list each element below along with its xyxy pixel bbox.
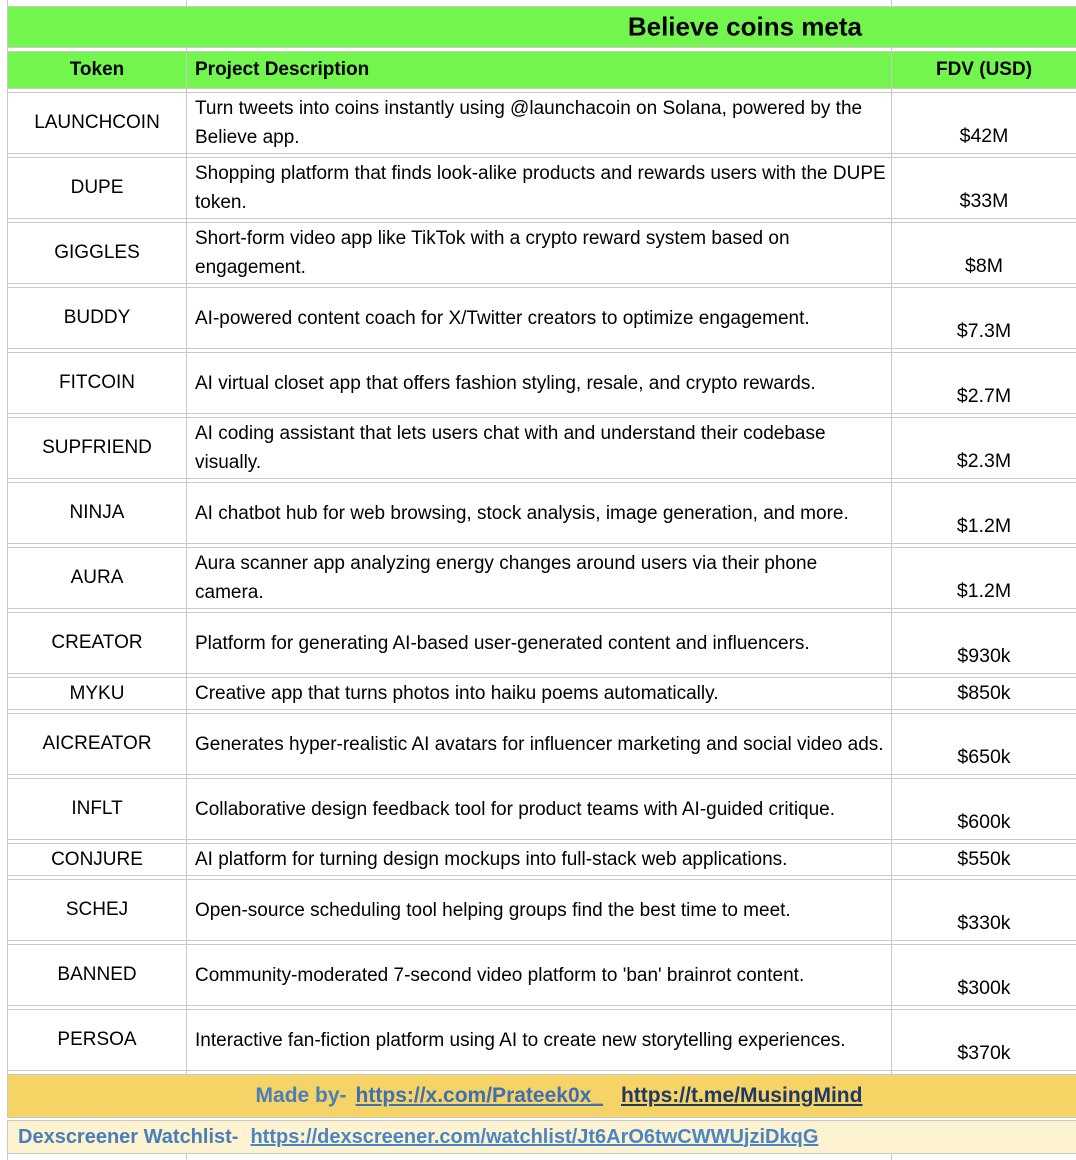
row-gap (7, 479, 1076, 482)
table-row (7, 222, 1076, 284)
row-gap (7, 544, 1076, 547)
description-cell (186, 945, 891, 1005)
description-cell (186, 613, 891, 673)
fdv-cell: $300k (891, 945, 1076, 1005)
description-cell (186, 418, 891, 478)
table-row (7, 879, 1076, 941)
fdv-cell: $330k (891, 880, 1076, 940)
description-text: Platform for generating AI-based user-generated content and influencers. (195, 632, 810, 654)
token-cell: FITCOIN (59, 372, 135, 393)
column-header-token: Token (8, 52, 186, 88)
token-cell: NINJA (69, 502, 125, 523)
description-text: Generates hyper-realistic AI avatars for influencer marketing and social video ads. (195, 733, 884, 755)
description-cell (186, 223, 891, 283)
row-gap (7, 1071, 1076, 1074)
fdv-cell: $930k (891, 613, 1076, 673)
row-gap (7, 876, 1076, 879)
description-text: Creative app that turns photos into haiku poems automatically. (195, 683, 719, 704)
fdv-cell: $2.7M (891, 353, 1076, 413)
token-cell: CONJURE (51, 848, 143, 870)
token-cell: CREATOR (51, 632, 143, 653)
bottom-gridline-strip (7, 1154, 1076, 1160)
description-cell (186, 880, 891, 940)
row-gap (7, 1006, 1076, 1009)
row-gap (7, 674, 1076, 677)
fdv-cell: $850k (891, 678, 1076, 709)
dexscreener-watchlist-link[interactable]: https://dexscreener.com/watchlist/Jt6ArO6twCWWUjziDkqG (250, 1125, 819, 1148)
row-gap (7, 775, 1076, 778)
fdv-cell: $600k (891, 779, 1076, 839)
gridline-segment (186, 1154, 891, 1160)
table-row (7, 92, 1076, 154)
description-text: Collaborative design feedback tool for product teams with AI-guided critique. (195, 798, 836, 820)
table-row (7, 612, 1076, 674)
row-gap (7, 48, 1076, 51)
description-text: Community-moderated 7-second video platform to 'ban' brainrot content. (195, 964, 805, 986)
description-cell (186, 1010, 891, 1070)
table-row (7, 482, 1076, 544)
description-cell (186, 353, 891, 413)
table-row (7, 677, 1076, 710)
gridline-segment (8, 1154, 186, 1160)
sheet-title: Believe coins meta (627, 11, 862, 42)
description-text: AI platform for turning design mockups into full-stack web applications. (195, 849, 788, 870)
description-text: AI-powered content coach for X/Twitter creators to optimize engagement. (195, 307, 810, 329)
table-row (7, 778, 1076, 840)
token-cell: DUPE (70, 177, 124, 198)
fdv-cell: $1.2M (891, 548, 1076, 608)
description-cell (186, 548, 891, 608)
fdv-cell: $42M (891, 93, 1076, 153)
watchlist-label: Dexscreener Watchlist- (18, 1125, 239, 1148)
description-cell (186, 779, 891, 839)
description-cell (186, 93, 891, 153)
made-by-label: Made by- (255, 1084, 347, 1107)
row-gap (7, 710, 1076, 713)
description-text: AI virtual closet app that offers fashion styling, resale, and crypto rewards. (195, 372, 816, 394)
description-cell (186, 288, 891, 348)
table-row (7, 713, 1076, 775)
token-cell: LAUNCHCOIN (34, 112, 160, 133)
table-body (7, 89, 1076, 1071)
description-text: Short-form video app like TikTok with a crypto reward system based on engagement. (195, 228, 790, 278)
description-text: AI chatbot hub for web browsing, stock analysis, image generation, and more. (195, 502, 849, 524)
fdv-cell: $370k (891, 1010, 1076, 1070)
description-cell (186, 844, 891, 875)
fdv-cell: $650k (891, 714, 1076, 774)
column-header-description: Project Description (186, 52, 891, 88)
fdv-cell: $550k (891, 844, 1076, 875)
token-cell: SUPFRIEND (42, 437, 152, 458)
description-text: Interactive fan-fiction platform using AI to create new storytelling experiences. (195, 1029, 846, 1051)
token-cell: SCHEJ (65, 899, 129, 920)
made-by-row (7, 1074, 1076, 1118)
row-gap (7, 154, 1076, 157)
x-profile-link[interactable]: https://x.com/Prateek0x_ (355, 1084, 603, 1107)
table-row (7, 417, 1076, 479)
table-row (7, 1009, 1076, 1071)
spreadsheet (7, 0, 1076, 1160)
description-cell (186, 678, 891, 709)
row-gap (7, 219, 1076, 222)
token-cell: PERSOA (57, 1029, 137, 1050)
row-gap (7, 414, 1076, 417)
table-row (7, 287, 1076, 349)
description-text: Open-source scheduling tool helping groups find the best time to meet. (195, 899, 791, 921)
token-cell: BUDDY (63, 307, 131, 328)
description-cell (186, 158, 891, 218)
token-cell: AICREATOR (42, 733, 152, 754)
fdv-cell: $1.2M (891, 483, 1076, 543)
description-text: Shopping platform that finds look-alike products and rewards users with the DUPE token. (195, 163, 886, 213)
sheet-title-row (7, 6, 1076, 48)
description-text: AI coding assistant that lets users chat with and understand their codebase visually. (195, 423, 826, 473)
telegram-link[interactable]: https://t.me/MusingMind (620, 1084, 863, 1107)
description-cell (186, 714, 891, 774)
row-gap (7, 840, 1076, 843)
watchlist-row (7, 1120, 1076, 1154)
row-gap (7, 89, 1076, 92)
token-cell: INFLT (71, 798, 123, 819)
table-row (7, 843, 1076, 876)
row-gap (7, 284, 1076, 287)
description-text: Turn tweets into coins instantly using @launchacoin on Solana, powered by the Believe app. (195, 98, 863, 148)
fdv-cell: $7.3M (891, 288, 1076, 348)
column-header-row (7, 51, 1076, 89)
table-row (7, 944, 1076, 1006)
row-gap (7, 941, 1076, 944)
gridline-segment (891, 1154, 1076, 1160)
token-cell: MYKU (69, 682, 125, 704)
table-row (7, 157, 1076, 219)
fdv-cell: $33M (891, 158, 1076, 218)
token-cell: GIGGLES (54, 242, 140, 263)
token-cell: AURA (70, 567, 124, 588)
fdv-cell: $2.3M (891, 418, 1076, 478)
row-gap (7, 609, 1076, 612)
token-cell: BANNED (57, 964, 137, 985)
table-row (7, 352, 1076, 414)
column-header-fdv: FDV (USD) (891, 52, 1076, 88)
row-gap (7, 349, 1076, 352)
description-text: Aura scanner app analyzing energy changes around users via their phone camera. (195, 553, 818, 603)
table-row (7, 547, 1076, 609)
description-cell (186, 483, 891, 543)
fdv-cell: $8M (891, 223, 1076, 283)
